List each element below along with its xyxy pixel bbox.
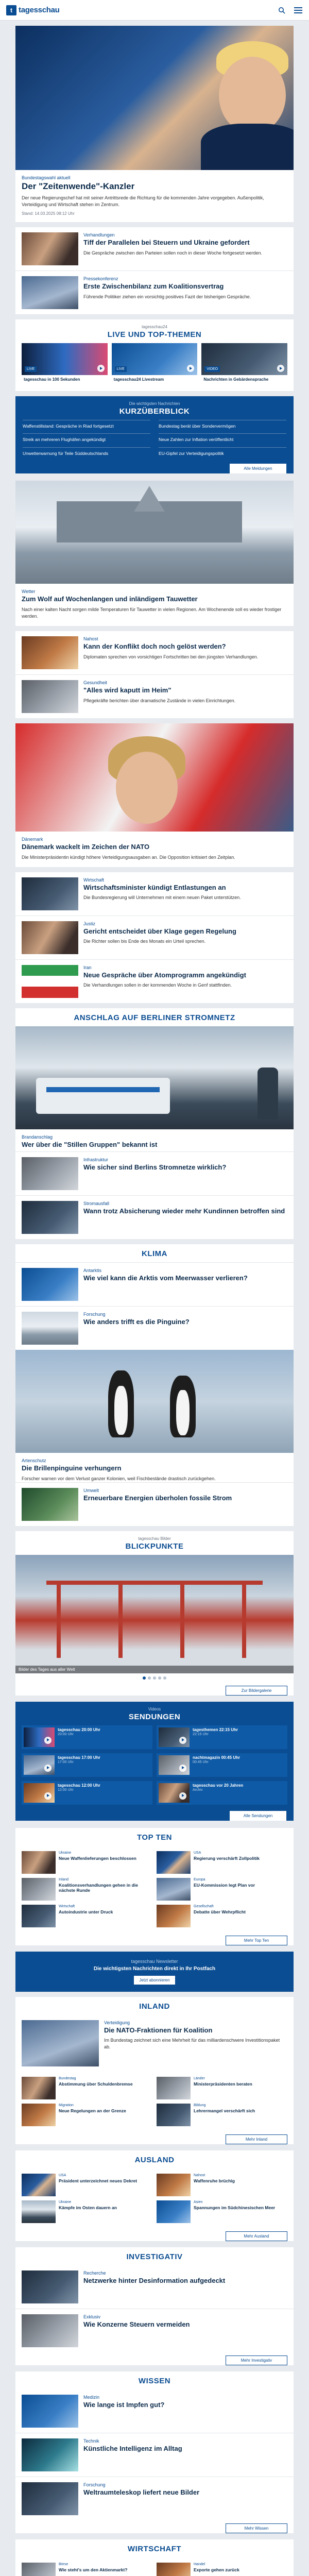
- newsletter-banner: [15, 1952, 294, 1992]
- sendung-item[interactable]: [157, 1753, 287, 1777]
- list-title: Wie viel kann die Arktis vom Meerwasser verlieren?: [83, 1274, 248, 1282]
- g-title: Debatte über Wehrpflicht: [194, 1909, 246, 1914]
- g-title: Kämpfe im Osten dauern an: [59, 2205, 117, 2210]
- list-title: Wann trotz Absicherung wieder mehr Kundinnen betroffen sind: [83, 1207, 285, 1215]
- ausland-item[interactable]: [22, 2200, 152, 2223]
- list-item[interactable]: [15, 2389, 294, 2433]
- g-title: Exporte gehen zurück: [194, 2567, 239, 2572]
- hero-kicker: Bundestagswahl aktuell: [22, 175, 71, 180]
- g-title: Regierung verschärft Zollpolitik: [194, 1855, 260, 1861]
- denmark-image: [15, 723, 294, 832]
- section-title: KLIMA: [142, 1249, 167, 1259]
- list-title: Künstliche Intelligenz im Alltag: [83, 2444, 182, 2452]
- sendung-time: 20:00 Uhr: [58, 1732, 74, 1736]
- sendung-item[interactable]: [22, 1725, 152, 1749]
- section-pre: tagesschau24: [142, 325, 167, 330]
- menu-icon[interactable]: [294, 6, 303, 15]
- list-teaser: Die Gespräche zwischen den Parteien sollen noch in dieser Woche fortgesetzt werden.: [83, 250, 263, 256]
- live-item[interactable]: [201, 343, 287, 384]
- list-thumb: [22, 680, 78, 713]
- sendung-item[interactable]: [22, 1781, 152, 1805]
- list-title: Gericht entscheidet über Klage gegen Regelung: [83, 927, 236, 935]
- list-teaser: Führende Politiker ziehen ein vorsichtig positives Fazit der bisherigen Gespräche.: [83, 294, 251, 300]
- list-item[interactable]: [15, 1306, 294, 1350]
- play-icon: [44, 1765, 52, 1772]
- section-title: [15, 1702, 294, 1725]
- section-title-text: KURZÜBERBLICK: [119, 406, 190, 416]
- blickpunkte-more-button[interactable]: Zur Bildergalerie: [226, 1686, 287, 1696]
- inland-item[interactable]: [157, 2077, 287, 2099]
- list-kicker: Exklusiv: [83, 2314, 101, 2319]
- blickpunkte-section: [15, 1531, 294, 1696]
- list-title: Neue Gespräche über Atomprogramm angekündigt: [83, 971, 246, 979]
- g-kicker: Inland: [59, 1877, 69, 1882]
- live-thumb: [112, 343, 198, 375]
- ausland-item[interactable]: [22, 2174, 152, 2196]
- sendungen-more-button[interactable]: Alle Sendungen: [230, 1811, 286, 1821]
- g-kicker: USA: [194, 1851, 201, 1855]
- wissen-more-button[interactable]: Mehr Wissen: [226, 2523, 287, 2533]
- list-title: Wie lange ist Impfen gut?: [83, 2400, 165, 2409]
- sendung-time: 12:00 Uhr: [58, 1788, 74, 1792]
- play-icon: [187, 365, 194, 372]
- sendung-title: nachtmagazin 00:45 Uhr: [193, 1755, 241, 1760]
- sendung-title: tagesthemen 22:15 Uhr: [193, 1727, 238, 1732]
- g-kicker: Bildung: [194, 2103, 206, 2107]
- list-item[interactable]: [15, 1151, 294, 1195]
- live-item[interactable]: [22, 343, 108, 384]
- live-item[interactable]: [112, 343, 198, 384]
- sendung-title: tagesschau 17:00 Uhr: [58, 1755, 100, 1760]
- inland-item[interactable]: [22, 2104, 152, 2126]
- hero-story[interactable]: [15, 26, 294, 222]
- g-kicker: Bundestag: [59, 2076, 76, 2080]
- list-title: Tiff der Parallelen bei Steuern und Ukraine gefordert: [83, 239, 250, 247]
- newsletter-text: Die wichtigsten Nachrichten direkt in Ihr Postfach: [93, 1965, 216, 1972]
- list-thumb: [22, 877, 78, 910]
- live-caption: tagesschau in 100 Sekunden: [24, 377, 80, 382]
- search-icon[interactable]: [277, 6, 286, 15]
- list-teaser: Die Verhandlungen sollen in der kommenden Woche in Genf stattfinden.: [83, 982, 232, 988]
- list-thumb: [22, 1157, 78, 1190]
- section-title-text: LIVE UND TOP-THEMEN: [107, 330, 202, 340]
- g-title: Autoindustrie unter Druck: [59, 1909, 113, 1914]
- inland-section: [15, 1997, 294, 2144]
- wirtschaft-item[interactable]: [157, 2563, 287, 2576]
- list-kicker: Justiz: [83, 921, 96, 926]
- logo-mark: t: [6, 5, 16, 15]
- kurz-more-button[interactable]: Alle Meldungen: [230, 464, 286, 473]
- section-title-text: BLICKPUNKTE: [125, 1541, 184, 1551]
- list-kicker: Forschung: [83, 2482, 106, 2487]
- g-kicker: Börse: [59, 2562, 68, 2566]
- list-kicker: Pressekonferenz: [83, 276, 118, 282]
- list-item[interactable]: [15, 1195, 294, 1239]
- play-icon: [97, 365, 105, 372]
- list-kicker: Forschung: [83, 1312, 106, 1317]
- list-item[interactable]: [15, 2477, 294, 2520]
- g-title: Lehrermangel verschärft sich: [194, 2108, 255, 2113]
- list-thumb: [22, 965, 78, 998]
- section-title: [15, 1531, 294, 1555]
- story-headline: Dänemark wackelt im Zeichen der NATO: [22, 842, 150, 851]
- section-pre: Videos: [148, 1706, 161, 1711]
- list-kicker: Recherche: [83, 2270, 106, 2276]
- section-title: INLAND: [139, 2002, 170, 2011]
- list-title: Wie anders trifft es die Pinguine?: [83, 1318, 190, 1326]
- g-kicker: Europa: [194, 1877, 205, 1882]
- topten-item[interactable]: [157, 1851, 287, 1874]
- site-logo[interactable]: [6, 5, 60, 15]
- list-kicker: Antarktis: [83, 1268, 102, 1274]
- list-thumb: [22, 1268, 78, 1301]
- section-title: INVESTIGATIV: [126, 2252, 183, 2261]
- top-list: [15, 227, 294, 314]
- play-icon: [44, 1737, 52, 1744]
- kurzueberblick-section: [15, 396, 294, 473]
- kurz-item[interactable]: Neue Zahlen zur Inflation veröffentlicht: [159, 433, 286, 443]
- image-caption: Bilder des Tages aus aller Welt: [15, 1666, 294, 1673]
- logo-text: tagesschau: [19, 6, 60, 14]
- sendung-item[interactable]: [157, 1725, 287, 1749]
- section-title: ANSCHLAG AUF BERLINER STROMNETZ: [74, 1013, 235, 1022]
- berlin-image: [15, 1026, 294, 1129]
- list-item[interactable]: [15, 2015, 294, 2072]
- list-thumb: [22, 636, 78, 669]
- kurz-item[interactable]: Waffenstillstand: Gespräche in Riad fortgesetzt: [23, 420, 150, 429]
- sendung-time: 22:15 Uhr: [193, 1732, 209, 1736]
- ausland-more-button[interactable]: Mehr Ausland: [226, 2231, 287, 2241]
- section-title: WISSEN: [138, 2376, 171, 2385]
- kurz-item[interactable]: Unwetterwarnung für Teile Süddeutschlands: [23, 447, 150, 456]
- g-kicker: Handel: [194, 2562, 205, 2566]
- story-teaser: Die Ministerpräsidentin kündigt höhere Verteidigungsausgaben an. Die Opposition kritisiert den Zeitplan.: [22, 854, 235, 860]
- list-title: Wirtschaftsminister kündigt Entlastungen an: [83, 883, 226, 891]
- list-title: Erste Zwischenbilanz zum Koalitionsvertrag: [83, 282, 224, 291]
- sendung-time: 17:00 Uhr: [58, 1760, 74, 1764]
- list-item[interactable]: [15, 959, 294, 1003]
- inland-more-button[interactable]: Mehr Inland: [226, 2134, 287, 2144]
- section-title: AUSLAND: [134, 2155, 175, 2164]
- g-title: Wie steht's um den Aktienmarkt?: [59, 2567, 128, 2572]
- list-kicker: Verhandlungen: [83, 232, 115, 238]
- story-headline[interactable]: Wer über die "Stillen Gruppen" bekannt ist: [22, 1140, 158, 1148]
- story-headline[interactable]: Die Brillenpinguine verhungern: [22, 1464, 122, 1472]
- weather-story[interactable]: [15, 481, 294, 626]
- wirtschaft-item[interactable]: [22, 2563, 152, 2576]
- list-teaser: Pflegekräfte berichten über dramatische Zustände in vielen Einrichtungen.: [83, 698, 236, 703]
- list-item[interactable]: [15, 2265, 294, 2309]
- hero-meta: Stand: 14.03.2025 08:12 Uhr: [22, 211, 75, 216]
- denmark-story[interactable]: [15, 723, 294, 867]
- klima-section: [15, 1244, 294, 1526]
- g-kicker: Gesellschaft: [194, 1904, 214, 1908]
- story-kicker: Artenschutz: [22, 1458, 46, 1464]
- list-thumb: [22, 2270, 78, 2303]
- section-title: [15, 396, 294, 420]
- list-title: Die NATO-Fraktionen für Koalition: [104, 2026, 213, 2034]
- list-thumb: [22, 2438, 78, 2471]
- section-title: WIRTSCHAFT: [127, 2544, 182, 2553]
- g-title: Neue Waffenlieferungen beschlossen: [59, 1855, 136, 1861]
- play-icon: [179, 1737, 186, 1744]
- section-title: [15, 319, 294, 343]
- list-teaser: Die Richter sollen bis Ende des Monats ein Urteil sprechen.: [83, 939, 206, 944]
- g-title: Neue Regelungen an der Grenze: [59, 2108, 126, 2113]
- story-headline: Zum Wolf auf Wochenlangen und inländigem Tauwetter: [22, 595, 198, 603]
- live-caption: Nachrichten in Gebärdensprache: [203, 377, 269, 382]
- ausland-item[interactable]: [157, 2174, 287, 2196]
- live-badge: VIDEO: [204, 366, 220, 372]
- list-title: Weltraumteleskop liefert neue Bilder: [83, 2488, 200, 2496]
- investigativ-more-button[interactable]: Mehr Investigativ: [226, 2355, 287, 2365]
- list-title: Erneuerbare Energien überholen fossile Strom: [83, 1494, 232, 1502]
- g-kicker: Migration: [59, 2103, 74, 2107]
- wissen-section: [15, 2371, 294, 2533]
- list-kicker: Medizin: [83, 2394, 100, 2400]
- list-kicker: Gesundheit: [83, 680, 108, 685]
- sendung-item[interactable]: [157, 1781, 287, 1805]
- topten-item[interactable]: [22, 1851, 152, 1874]
- wirtschaft-section: [15, 2539, 294, 2576]
- newsletter-button[interactable]: Jetzt abonnieren: [134, 1976, 175, 1985]
- list-item[interactable]: [15, 631, 294, 674]
- list-item[interactable]: [15, 872, 294, 916]
- ausland-item[interactable]: [157, 2200, 287, 2223]
- list-thumb: [22, 2395, 78, 2428]
- g-kicker: Ukraine: [59, 1851, 72, 1855]
- list-title: Wie Konzerne Steuern vermeiden: [83, 2320, 190, 2328]
- g-kicker: Länder: [194, 2076, 205, 2080]
- list-title: Kann der Konflikt doch noch gelöst werden?: [83, 642, 226, 650]
- list-kicker: Wirtschaft: [83, 877, 105, 883]
- inland-item[interactable]: [157, 2104, 287, 2126]
- topten-item[interactable]: [22, 1905, 152, 1927]
- list-kicker: Infrastruktur: [83, 1157, 109, 1163]
- section-pre: Die wichtigsten Nachrichten: [129, 401, 180, 406]
- g-title: EU-Kommission legt Plan vor: [194, 1882, 255, 1888]
- list-kicker: Iran: [83, 964, 92, 970]
- sendung-title: tagesschau 20:00 Uhr: [58, 1727, 100, 1732]
- play-icon: [44, 1792, 52, 1800]
- live-thumb: [22, 343, 108, 375]
- list-item[interactable]: [15, 270, 294, 314]
- play-icon: [179, 1792, 186, 1800]
- top-bar: [0, 0, 309, 21]
- section-title: TOP TEN: [137, 1833, 172, 1842]
- sendungen-section: [15, 1702, 294, 1821]
- list-thumb: [22, 1201, 78, 1234]
- topten-item[interactable]: [157, 1905, 287, 1927]
- list-thumb: [22, 2020, 99, 2066]
- g-kicker: Wirtschaft: [59, 1904, 75, 1908]
- g-kicker: USA: [59, 2173, 66, 2177]
- list-thumb: [22, 2482, 78, 2515]
- g-title: Präsident unterzeichnet neues Dekret: [59, 2178, 138, 2183]
- sendung-title: tagesschau 12:00 Uhr: [58, 1783, 100, 1788]
- sendung-time: 00:45 Uhr: [193, 1760, 209, 1764]
- live-badge: LIVE: [115, 366, 127, 372]
- g-title: Abstimmung über Schuldenbremse: [59, 2081, 133, 2087]
- list-kicker: Verteidigung: [104, 2020, 130, 2025]
- g-title: Waffenruhe brüchig: [194, 2178, 235, 2183]
- list-kicker: Nahost: [83, 636, 98, 641]
- live-section: [15, 319, 294, 391]
- kurz-item[interactable]: EU-Gipfel zur Verteidigungspolitik: [159, 447, 286, 456]
- live-thumb: [201, 343, 287, 375]
- g-title: Ministerpräsidenten beraten: [194, 2081, 252, 2087]
- carousel-dots[interactable]: [15, 1673, 294, 1683]
- list-thumb: [22, 921, 78, 954]
- list-item[interactable]: [15, 1482, 294, 1526]
- list-thumb: [22, 1488, 78, 1521]
- live-caption: tagesschau24 Livestream: [113, 377, 164, 382]
- topten-item[interactable]: [157, 1878, 287, 1901]
- section-title-text: SENDUNGEN: [128, 1712, 181, 1721]
- penguin-image: [15, 1350, 294, 1453]
- list-title: Netzwerke hinter Desinformation aufgedeckt: [83, 2276, 226, 2284]
- hero-headline: Der "Zeitenwende"-Kanzler: [22, 181, 135, 191]
- list-b: [15, 872, 294, 1003]
- list-teaser: Die Bundesregierung will Unternehmen mit einem neuen Paket unterstützen.: [83, 895, 241, 901]
- list-thumb: [22, 2314, 78, 2347]
- newsletter-pre: tagesschau Newsletter: [131, 1958, 178, 1964]
- sendung-item[interactable]: [22, 1753, 152, 1777]
- kurz-item[interactable]: Bundestag berät über Sondervermögen: [159, 420, 286, 429]
- investigativ-section: [15, 2247, 294, 2365]
- sendung-title: tagesschau vor 20 Jahren: [193, 1783, 244, 1788]
- list-item[interactable]: [15, 916, 294, 959]
- hero-teaser: Der neue Regierungschef hat mit seiner Antrittsrede die Richtung für die kommenden Jahre vorgegeben. Außenpolitik, Verteidigung und Wirtschaft stehen im Zentrum.: [22, 195, 264, 208]
- g-title: Koalitionsverhandlungen gehen in die nächste Runde: [59, 1882, 138, 1893]
- weather-image: [15, 481, 294, 584]
- g-title: Spannungen im Südchinesischen Meer: [194, 2205, 276, 2210]
- list-thumb: [22, 1312, 78, 1345]
- berlin-section: [15, 1008, 294, 1240]
- blickpunkte-image[interactable]: [15, 1555, 294, 1673]
- hero-image: [15, 26, 294, 170]
- ausland-section: [15, 2150, 294, 2241]
- list-kicker: Stromausfall: [83, 1201, 110, 1207]
- list-item[interactable]: [15, 2309, 294, 2352]
- list-item[interactable]: [15, 227, 294, 270]
- story-teaser: Forscher warnen vor dem Verlust ganzer Kolonien, weil Fischbestände drastisch zurückgehen.: [22, 1476, 216, 1481]
- story-kicker: Brandanschlag: [22, 1134, 53, 1140]
- g-kicker: Nahost: [194, 2173, 205, 2177]
- list-thumb: [22, 276, 78, 309]
- story-kicker: Dänemark: [22, 836, 43, 842]
- list-a: [15, 631, 294, 718]
- section-pre: tagesschau Bilder: [138, 1536, 171, 1541]
- play-icon: [179, 1765, 186, 1772]
- list-item[interactable]: [15, 1262, 294, 1306]
- list-thumb: [22, 232, 78, 265]
- story-kicker: Wetter: [22, 589, 36, 595]
- g-kicker: Ukraine: [59, 2200, 72, 2204]
- kurz-item[interactable]: Streik an mehreren Flughäfen angekündigt: [23, 433, 150, 443]
- topten-more-button[interactable]: Mehr Top Ten: [226, 1936, 287, 1945]
- list-title: Wie sicher sind Berlins Stromnetze wirklich?: [83, 1163, 227, 1172]
- live-badge: LIVE: [25, 366, 37, 372]
- list-title: "Alles wird kaputt im Heim": [83, 686, 171, 694]
- topten-item[interactable]: [22, 1878, 152, 1901]
- list-kicker: Umwelt: [83, 1487, 99, 1493]
- sendung-time: Archiv: [193, 1788, 203, 1792]
- list-kicker: Technik: [83, 2438, 99, 2444]
- list-teaser: Diplomaten sprechen von vorsichtigen Fortschritten bei den jüngsten Verhandlungen.: [83, 654, 259, 659]
- list-teaser: Im Bundestag zeichnet sich eine Mehrheit für das milliardenschwere Investitionspaket ab.: [104, 2038, 280, 2050]
- play-icon: [277, 365, 284, 372]
- list-item[interactable]: [15, 674, 294, 718]
- topten-section: [15, 1828, 294, 1945]
- g-kicker: Asien: [194, 2200, 203, 2204]
- story-teaser: Nach einer kalten Nacht sorgen milde Temperaturen für Tauwetter in vielen Regionen. Am Wochenende soll es wieder frostiger werden.: [22, 606, 282, 619]
- inland-item[interactable]: [22, 2077, 152, 2099]
- list-item[interactable]: [15, 2433, 294, 2477]
